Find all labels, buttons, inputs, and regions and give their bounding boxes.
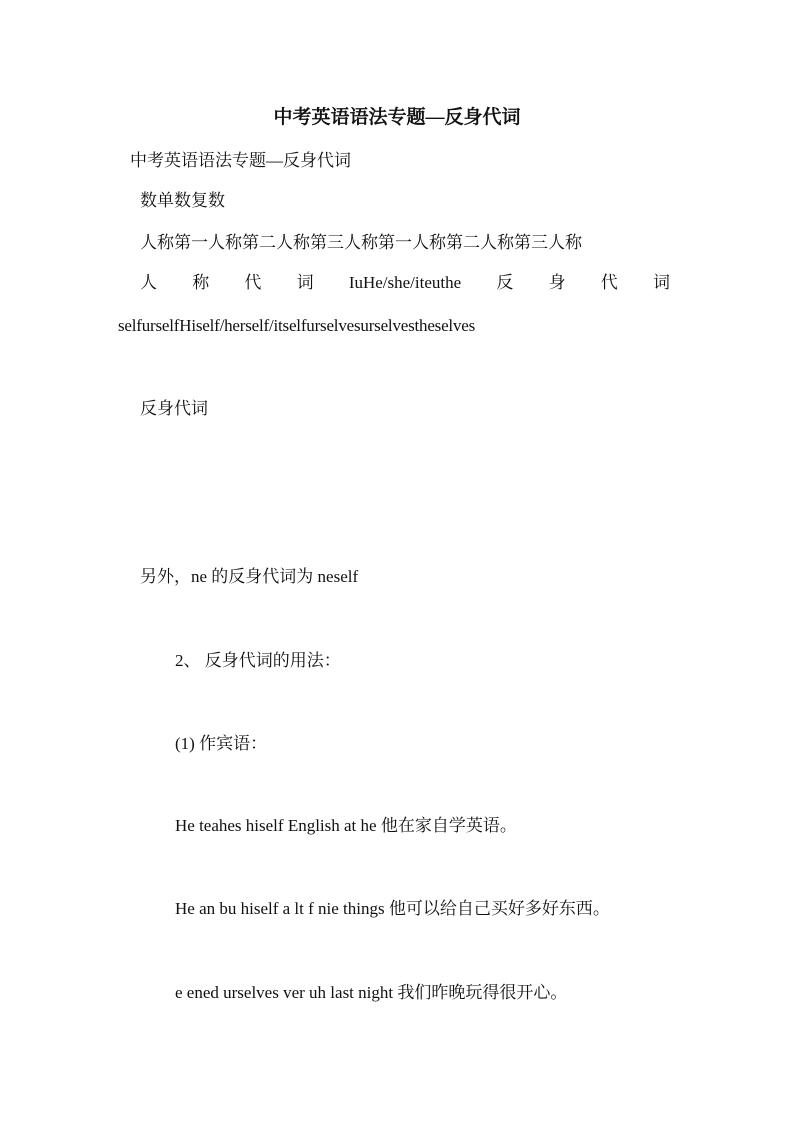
table-row-person: 人称第一人称第二人称第三人称第一人称第二人称第三人称 (140, 233, 582, 252)
pronoun-cell: 身 (548, 273, 566, 292)
example-sentence: He an bu hiself a lt f nie things 他可以给自己买好多好东西。 (175, 899, 610, 918)
document-title: 中考英语语法专题—反身代词 (273, 107, 521, 128)
table-row-reflexive: selfurselfHiself/herself/itselfurselvesurselvestheselves (118, 316, 476, 335)
pronoun-cell: 反 (496, 273, 514, 292)
pronoun-cell: 代 (244, 273, 262, 292)
pronoun-cell: 词 (296, 273, 314, 292)
pronoun-cell: 称 (192, 273, 210, 292)
label-reflexive: 反身代词 (140, 399, 208, 418)
pronoun-cell: 代 (600, 273, 618, 292)
table-row-pronoun (140, 272, 670, 294)
table-row-number: 数单数复数 (140, 191, 225, 210)
document-subtitle: 中考英语语法专题—反身代词 (130, 151, 351, 170)
pronoun-cell: 词 (652, 273, 670, 292)
example-sentence: He teahes hiself English at he 他在家自学英语。 (175, 816, 517, 835)
section-usage-heading: 2、 反身代词的用法： (175, 651, 341, 670)
example-sentence: e ened urselves ver uh last night 我们昨晚玩得很开心。 (175, 983, 568, 1002)
note-one: 另外，ne 的反身代词为 neself (140, 567, 359, 586)
pronoun-cell: IuHe/she/iteuthe (348, 273, 462, 292)
pronoun-cell: 人 (140, 273, 157, 292)
subsection-object-heading: (1) 作宾语： (175, 734, 268, 753)
